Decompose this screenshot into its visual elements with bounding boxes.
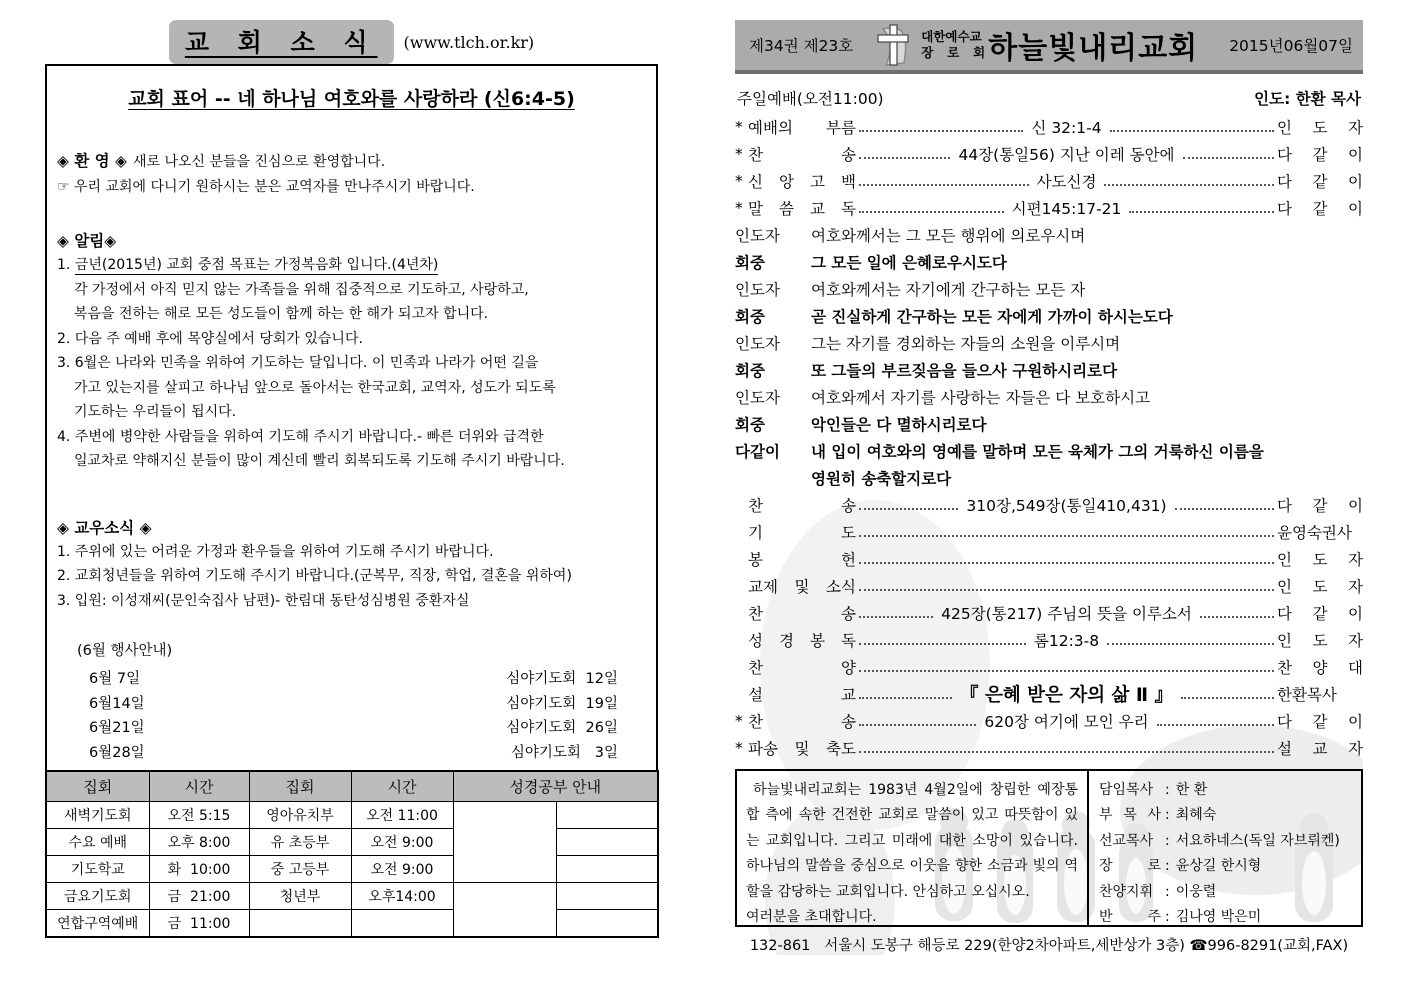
star-mark: * (735, 144, 743, 163)
dotted-leader (859, 508, 958, 510)
worship-item-role: 다 같 이 (1277, 145, 1363, 164)
worship-item-role: 한환목사 (1277, 685, 1337, 704)
bible-study-cell (556, 883, 658, 910)
dotted-leader (859, 562, 1274, 564)
reading-row (735, 221, 1363, 248)
worship-item-detail: 사도신경 (1036, 172, 1097, 191)
worship-item-label: 말 씀 교 독 (748, 199, 856, 218)
staff-row (1099, 905, 1355, 930)
worship-item-role: 다 같 이 (1277, 712, 1363, 731)
dotted-leader (1200, 616, 1274, 618)
reading-speaker: 인도자 (735, 388, 780, 407)
staff-separator: : (1165, 909, 1170, 926)
dotted-leader (859, 184, 1029, 186)
event-date: 6월 7일 (89, 671, 141, 687)
table-row (46, 883, 658, 910)
worship-item-detail: 425장(통217) 주님의 뜻을 이루소서 (941, 604, 1192, 623)
meeting-cell: 유 초등부 (249, 829, 351, 856)
masthead-banner (735, 20, 1363, 74)
service-info-row (737, 87, 1361, 109)
worship-row (735, 572, 1363, 599)
welcome-line (57, 149, 646, 175)
dotted-leader (859, 670, 1274, 672)
worship-item-role: 설 교 자 (1277, 739, 1363, 758)
denomination-line2: 장 로 회 (921, 45, 986, 60)
staff-separator: : (1165, 883, 1170, 900)
staff-row (1099, 829, 1355, 854)
church-name: 하늘빛내리교회 (988, 31, 1199, 66)
member-news-item: 2. 교회청년들을 위하여 기도해 주시기 바랍니다.(군복무, 직장, 학업, 결혼을 위하여) (57, 568, 572, 584)
reading-text: 내 입이 여호와의 영예를 말하며 모든 육체가 그의 거룩하신 이름을 (811, 442, 1264, 461)
worship-order-list (735, 113, 1363, 761)
dotted-leader (859, 157, 950, 159)
time-cell (351, 910, 453, 938)
staff-role: 반 주 (1099, 909, 1161, 926)
time-cell: 오전 5:15 (149, 802, 249, 829)
worship-row-sermon (735, 680, 1363, 707)
notice-item: 2. 다음 주 예배 후에 목양실에서 당회가 있습니다. (57, 330, 363, 347)
worship-item-label: 신 앙 고 백 (748, 172, 856, 191)
volume-issue: 제34권 제23호 (749, 37, 854, 55)
staff-name: 한 환 (1175, 782, 1208, 798)
worship-item-label: 예배의 부름 (748, 118, 856, 137)
meeting-cell: 연합구역예배 (46, 910, 149, 938)
column-header-bible-study: 성경공부 안내 (453, 771, 658, 802)
event-night-prayer: 심야기도회 26일 (506, 720, 618, 736)
star-mark: * (735, 171, 743, 190)
worship-row (735, 491, 1363, 518)
column-header: 집회 (249, 771, 351, 802)
worship-row (735, 545, 1363, 572)
reading-text: 또 그들의 부르짖음을 들으사 구원하시리로다 (811, 361, 1118, 380)
reading-text: 그는 자기를 경외하는 자들의 소원을 이루시며 (811, 334, 1121, 353)
address-footer: 132-861 서울시 도봉구 해등로 229(한양2차아파트,세반상가 3층) ☎996-8291(교회,FAX) (749, 938, 1349, 954)
dotted-leader (1157, 724, 1274, 726)
worship-item-detail: 310장,549장(통일410,431) (966, 496, 1167, 515)
left-page-header (45, 22, 658, 62)
worship-row (735, 518, 1363, 545)
worship-item-detail: 롬12:3-8 (1033, 631, 1100, 650)
reading-speaker: 회중 (735, 307, 765, 326)
staff-row (1099, 803, 1355, 828)
bible-study-cell (453, 802, 556, 883)
welcome-heading: ◈ 환 영 ◈ (57, 152, 127, 170)
dotted-leader (1129, 211, 1274, 213)
table-row (46, 802, 658, 829)
star-mark: * (735, 117, 743, 136)
event-row (57, 716, 646, 741)
staff-name: 윤상길 한시형 (1175, 858, 1262, 875)
time-cell: 오후 8:00 (149, 829, 249, 856)
welcome-note: ☞ 우리 교회에 다니기 원하시는 분은 교역자를 만나주시기 바랍니다. (57, 178, 475, 195)
time-cell: 금 11:00 (149, 910, 249, 938)
staff-role: 부 목 사 (1099, 807, 1161, 824)
left-content-box (45, 64, 658, 770)
time-cell: 화 10:00 (149, 856, 249, 883)
notice-item: 가고 있는지를 살피고 하나님 앞으로 돌아서는 한국교회, 교역자, 성도가 되도록 (74, 379, 556, 396)
worship-row (735, 194, 1363, 221)
dotted-leader (1110, 130, 1274, 132)
worship-item-detail: 620장 여기에 모인 우리 (984, 712, 1149, 731)
reading-row (735, 275, 1363, 302)
reading-speaker: 회중 (735, 361, 765, 380)
church-website: (www.tlch.or.kr) (403, 32, 535, 52)
event-date: 6월14일 (89, 695, 145, 712)
staff-row (1099, 854, 1355, 879)
column-header: 시간 (351, 771, 453, 802)
dotted-leader (859, 535, 1274, 537)
bible-study-cell (453, 883, 556, 938)
staff-role: 장 로 (1099, 858, 1161, 875)
worship-item-role: 다 같 이 (1277, 199, 1364, 218)
worship-item-role: 인 도 자 (1277, 577, 1363, 596)
time-cell: 오전 9:00 (351, 829, 453, 856)
dotted-leader (859, 724, 976, 726)
dotted-leader (859, 616, 933, 618)
church-intro-paragraph: 하늘빛내리교회는 1983년 4월2일에 창립한 예장통합 측에 속한 건전한 교회로 말씀이 있고 따뜻함이 있는 교회입니다. 그리고 미래에 대한 소망이 있습니다. 하나님의 말씀을 중심으로 이웃을 향한 소금과 빛의 역할을 감당하는 교회입니다. 안심하고 오십시오. (746, 782, 1078, 900)
reading-row (735, 302, 1363, 329)
worship-item-label: 찬 송 (748, 145, 856, 164)
meeting-cell: 중 고등부 (249, 856, 351, 883)
worship-item-detail: 44장(통일56) 지난 이레 동안에 (958, 145, 1175, 164)
worship-item-role: 다 같 이 (1277, 496, 1363, 515)
meeting-cell: 청년부 (249, 883, 351, 910)
worship-item-role: 다 같 이 (1277, 172, 1363, 191)
staff-name: 김나영 박은미 (1175, 909, 1262, 926)
event-row (57, 692, 646, 717)
staff-separator: : (1165, 807, 1170, 824)
reading-speaker: 다같이 (735, 442, 780, 461)
notice-heading: ◈ 알림◈ (57, 232, 117, 250)
dotted-leader (1183, 157, 1274, 159)
worship-item-label: 성 경 봉 독 (748, 631, 856, 650)
reading-text: 여호와께서는 자기에게 간구하는 모든 자 (811, 280, 1086, 299)
church-motto (57, 84, 646, 111)
worship-item-label: 교제 및 소식 (748, 577, 856, 596)
denomination-line1: 대한예수교 (921, 28, 982, 44)
worship-row (735, 626, 1363, 653)
page-title-text: 교 회 소 식 (184, 28, 378, 57)
staff-separator: : (1165, 858, 1170, 875)
worship-item-label: 설 교 (748, 685, 856, 704)
worship-row (735, 653, 1363, 680)
time-cell: 오후14:00 (351, 883, 453, 910)
worship-item-role: 윤영숙권사 (1277, 523, 1352, 542)
event-night-prayer: 심야기도회 3일 (510, 744, 618, 761)
meeting-cell: 기도학교 (46, 856, 149, 883)
staff-role: 선교목사 (1099, 832, 1154, 849)
table-row (46, 829, 658, 856)
welcome-section (57, 149, 646, 199)
staff-separator: : (1165, 832, 1170, 849)
worship-row (735, 140, 1363, 167)
meeting-cell: 금요기도회 (46, 883, 149, 910)
event-night-prayer: 심야기도회 12일 (506, 671, 618, 687)
reading-speaker: 인도자 (735, 334, 780, 353)
dotted-leader (859, 751, 1274, 753)
staff-name: 최혜숙 (1175, 807, 1217, 824)
worship-item-label: 파송 및 축도 (748, 739, 856, 758)
staff-role: 찬양지휘 (1099, 883, 1154, 900)
notice-item: 일교차로 약해지신 분들이 많이 계신데 빨리 회복되도록 기도해 주시기 바랍니다. (74, 453, 565, 469)
june-events-heading: (6월 행사안내) (77, 643, 173, 659)
dotted-leader (1175, 508, 1274, 510)
reading-text: 악인들은 다 멸하시리로다 (811, 415, 987, 434)
star-mark: * (735, 198, 743, 217)
star-mark: * (735, 738, 743, 757)
event-date: 6월21일 (89, 720, 145, 736)
worship-item-label: 찬 송 (748, 496, 856, 515)
member-news-item: 1. 주위에 있는 어려운 가정과 환우들을 위하여 기도해 주시기 바랍니다. (57, 543, 494, 560)
bulletin-date: 2015년06월07일 (1229, 37, 1353, 55)
church-motto-text: 교회 표어 -- 네 하나님 여호와를 사랑하라 (신6:4-5) (128, 88, 575, 110)
star-mark: * (735, 711, 743, 730)
page-title (169, 20, 394, 64)
notice-item (57, 253, 646, 278)
reading-row (735, 329, 1363, 356)
bible-study-cell (556, 910, 658, 938)
event-date: 6월28일 (89, 744, 145, 761)
worship-item-label: 기 도 (748, 523, 856, 542)
worship-item-label: 찬 송 (748, 712, 856, 731)
table-row (46, 910, 658, 938)
staff-separator: : (1165, 782, 1170, 798)
reading-text: 그 모든 일에 은혜로우시도다 (811, 253, 1007, 272)
worship-item-role: 인 도 자 (1277, 550, 1363, 569)
service-leader: 인도: 한환 목사 (1254, 90, 1361, 108)
staff-row (1099, 778, 1355, 803)
event-row (57, 741, 646, 766)
reading-speaker: 인도자 (735, 280, 780, 299)
member-news-heading: ◈ 교우소식 ◈ (57, 518, 152, 537)
reading-row (735, 410, 1363, 437)
meeting-cell: 수요 예배 (46, 829, 149, 856)
worship-item-detail: 시편145:17-21 (1011, 199, 1122, 218)
left-page (45, 22, 658, 938)
worship-row (735, 113, 1363, 140)
notice-item: 기도하는 우리들이 됩시다. (74, 404, 237, 420)
reading-row (735, 356, 1363, 383)
denomination (921, 29, 985, 62)
worship-row (735, 707, 1363, 734)
dotted-leader (859, 589, 1274, 591)
worship-item-role: 인 도 자 (1277, 118, 1364, 137)
time-cell: 금 21:00 (149, 883, 249, 910)
notice-item: 3. 6월은 나라와 민족을 위하여 기도하는 달입니다. 이 민족과 나라가 어떤 길을 (57, 355, 539, 371)
reading-text: 곧 진실하게 간구하는 모든 자에게 가까이 하시는도다 (811, 307, 1173, 326)
reading-row (735, 248, 1363, 275)
event-night-prayer: 심야기도회 19일 (506, 695, 618, 712)
worship-row (735, 734, 1363, 761)
dotted-leader (1104, 184, 1274, 186)
event-row (57, 667, 646, 692)
worship-item-role: 인 도 자 (1277, 631, 1363, 650)
right-page (735, 20, 1363, 955)
notice-item: 복음을 전하는 해로 모든 성도들이 함께 하는 한 해가 되고자 합니다. (74, 306, 489, 322)
reading-speaker: 인도자 (735, 226, 780, 245)
welcome-text: 새로 나오신 분들을 진심으로 환영합니다. (132, 154, 386, 170)
church-intro-text (737, 771, 1089, 925)
time-cell: 오전 11:00 (351, 802, 453, 829)
worship-item-label: 찬 양 (748, 658, 856, 677)
worship-item-role: 찬 양 대 (1277, 658, 1363, 677)
dotted-leader (859, 211, 1004, 213)
table-header-row (46, 771, 658, 802)
church-intro-box (735, 769, 1363, 927)
church-invite-line: 여러분을 초대합니다. (746, 909, 877, 926)
cross-logo-icon (869, 22, 917, 68)
column-header: 집회 (46, 771, 149, 802)
dotted-leader (1107, 643, 1274, 645)
sermon-title: 『 은혜 받은 자의 삶 Ⅱ 』 (960, 684, 1173, 706)
staff-role: 담임목사 (1099, 782, 1154, 798)
responsive-reading (735, 221, 1363, 491)
reading-speaker: 회중 (735, 415, 765, 434)
staff-name: 서요하네스(독일 자브뤼켄) (1175, 832, 1340, 849)
reading-row (735, 383, 1363, 410)
dotted-leader (859, 643, 1026, 645)
bible-study-cell (556, 856, 658, 883)
staff-name: 이웅렬 (1175, 883, 1217, 900)
worship-item-detail: 신 32:1-4 (1031, 118, 1102, 137)
meeting-cell: 영아유치부 (249, 802, 351, 829)
dotted-leader (1181, 697, 1274, 699)
service-name: 주일예배(오전11:00) (737, 90, 884, 108)
notice-item-underlined: 금년(2015년) 교회 중점 목표는 가정복음화 입니다.(4년차) (74, 257, 439, 273)
bible-study-cell (556, 802, 658, 829)
service-schedule-table (45, 770, 659, 938)
notice-item: 각 가정에서 아직 믿지 않는 가족들을 위해 집중적으로 기도하고, 사랑하고, (74, 281, 529, 298)
reading-text: 영원히 송축할지로다 (811, 469, 952, 488)
reading-speaker: 회중 (735, 253, 765, 272)
member-news-item: 3. 입원: 이성재씨(문인숙집사 남편)- 한림대 동탄성심병원 중환자실 (57, 592, 470, 609)
dotted-leader (859, 130, 1023, 132)
worship-row (735, 599, 1363, 626)
table-row (46, 856, 658, 883)
member-news-section (57, 516, 646, 614)
reading-row (735, 437, 1363, 464)
worship-item-role: 다 같 이 (1277, 604, 1363, 623)
reading-text: 여호와께서 자기를 사랑하는 자들은 다 보호하시고 (811, 388, 1151, 407)
dotted-leader (859, 697, 952, 699)
worship-row (735, 167, 1363, 194)
column-header: 시간 (149, 771, 249, 802)
meeting-cell: 새벽기도회 (46, 802, 149, 829)
june-events-section (57, 639, 646, 765)
notice-item: 4. 주변에 병약한 사람들을 위하여 기도해 주시기 바랍니다.- 빠른 더위와 급격한 (57, 428, 544, 445)
reading-row (735, 464, 1363, 491)
notice-item-number: 1. (57, 257, 75, 273)
notice-section (57, 229, 646, 474)
staff-row (1099, 880, 1355, 905)
staff-list (1089, 771, 1361, 925)
worship-item-label: 봉 헌 (748, 550, 856, 569)
worship-item-label: 찬 송 (748, 604, 856, 623)
meeting-cell (249, 910, 351, 938)
time-cell: 오전 9:00 (351, 856, 453, 883)
bible-study-cell (556, 829, 658, 856)
reading-text: 여호와께서는 그 모든 행위에 의로우시며 (811, 226, 1086, 245)
